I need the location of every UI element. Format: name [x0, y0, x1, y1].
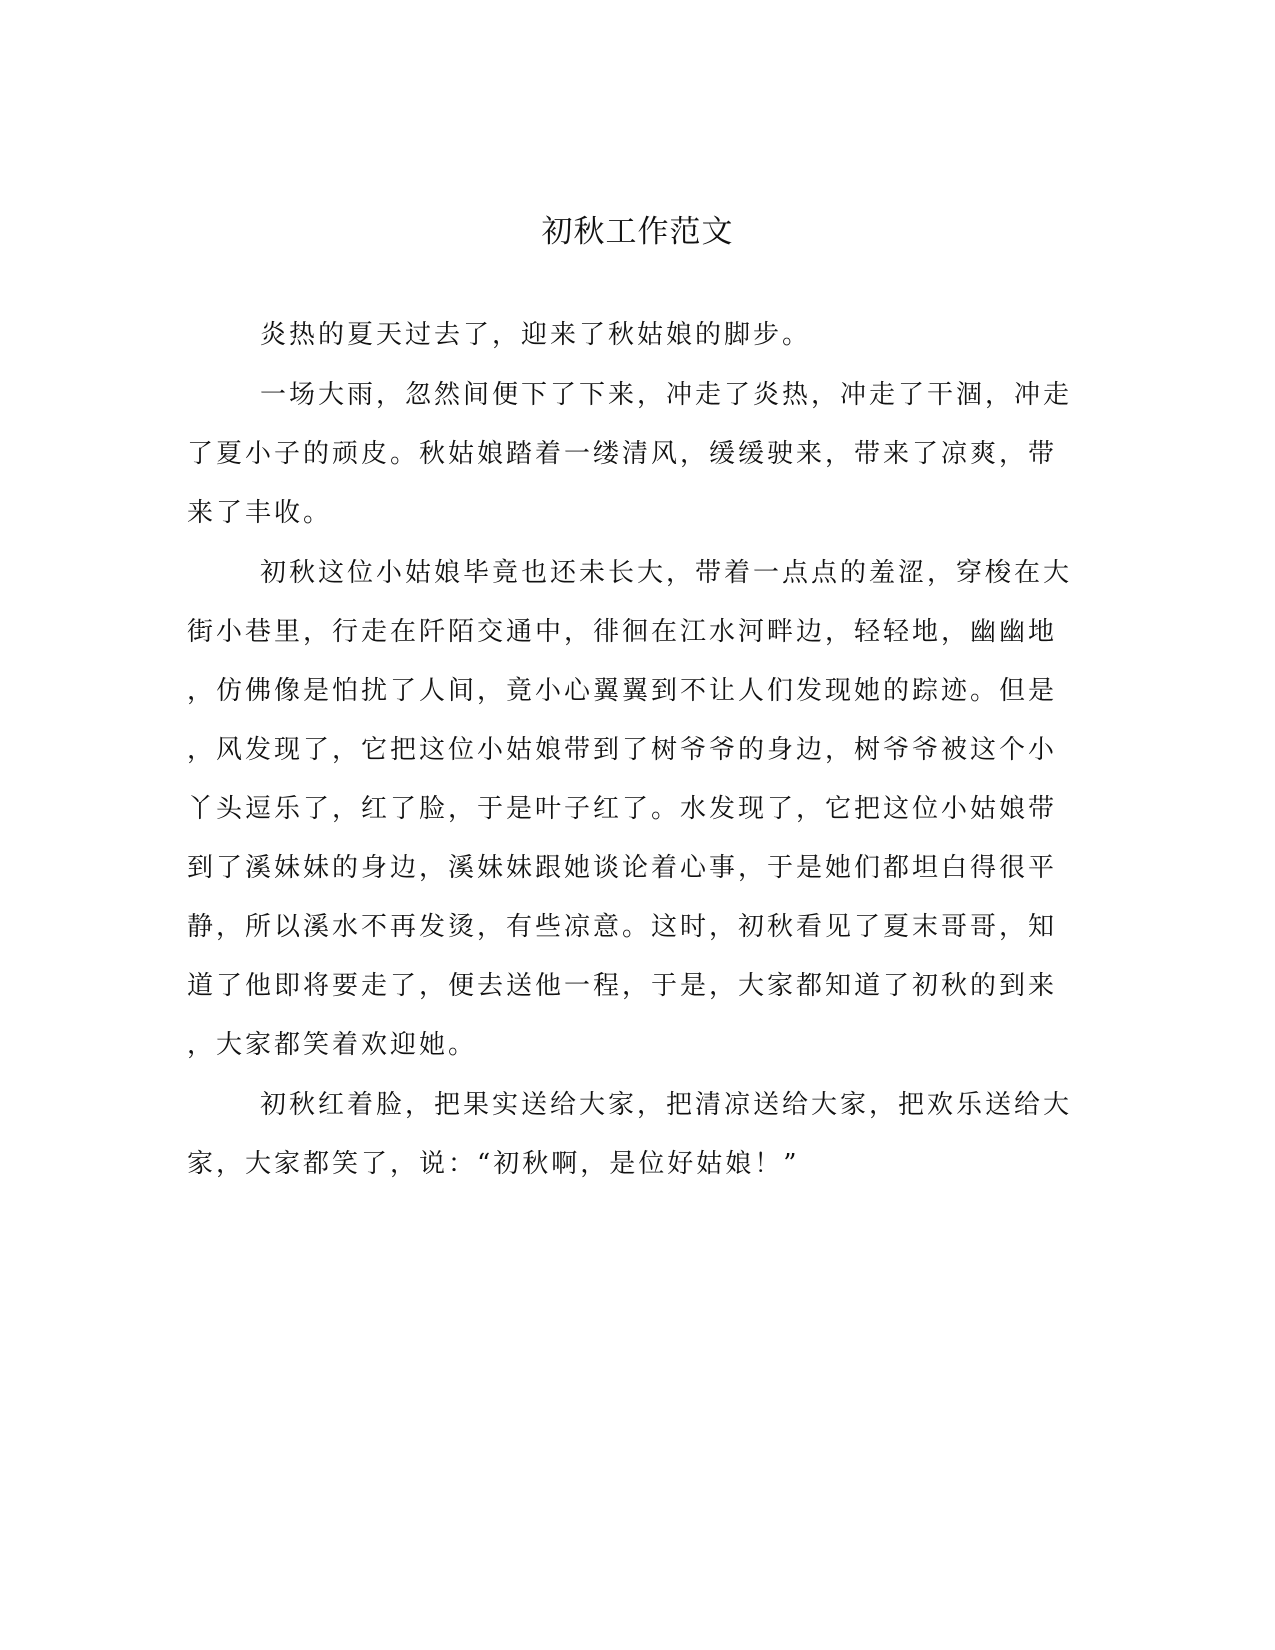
- text-line-4: 来了丰收。: [187, 498, 333, 528]
- text-line-14: 初秋红着脸，把果实送给大家，把清凉送给大家，把欢乐送给大: [260, 1090, 1073, 1120]
- document-title: 初秋工作范文: [541, 214, 734, 250]
- text-line-10: 到了溪妹妹的身边，溪妹妹跟她谈论着心事，于是她们都坦白得很平: [187, 853, 1058, 883]
- text-line-13: ，大家都笑着欢迎她。: [187, 1030, 478, 1060]
- text-line-5: 初秋这位小姑娘毕竟也还未长大，带着一点点的羞涩，穿梭在大: [260, 558, 1073, 588]
- text-line-1: 炎热的夏天过去了，迎来了秋姑娘的脚步。: [260, 320, 812, 350]
- text-line-7: ，仿佛像是怕扰了人间，竟小心翼翼到不让人们发现她的踪迹。但是: [187, 676, 1058, 706]
- text-line-11: 静，所以溪水不再发烫，有些凉意。这时，初秋看见了夏末哥哥，知: [187, 912, 1058, 942]
- text-line-12: 道了他即将要走了，便去送他一程，于是，大家都知道了初秋的到来: [187, 971, 1058, 1001]
- text-line-15: 家，大家都笑了，说：“初秋啊，是位好姑娘！”: [187, 1149, 800, 1179]
- text-line-8: ，风发现了，它把这位小姑娘带到了树爷爷的身边，树爷爷被这个小: [187, 735, 1058, 765]
- text-line-6: 街小巷里，行走在阡陌交通中，徘徊在江水河畔边，轻轻地，幽幽地: [187, 617, 1058, 647]
- text-line-2: 一场大雨，忽然间便下了下来，冲走了炎热，冲走了干涸，冲走: [260, 380, 1073, 410]
- text-line-9: 丫头逗乐了，红了脸，于是叶子红了。水发现了，它把这位小姑娘带: [187, 794, 1058, 824]
- text-line-3: 了夏小子的顽皮。秋姑娘踏着一缕清风，缓缓驶来，带来了凉爽，带: [187, 439, 1058, 469]
